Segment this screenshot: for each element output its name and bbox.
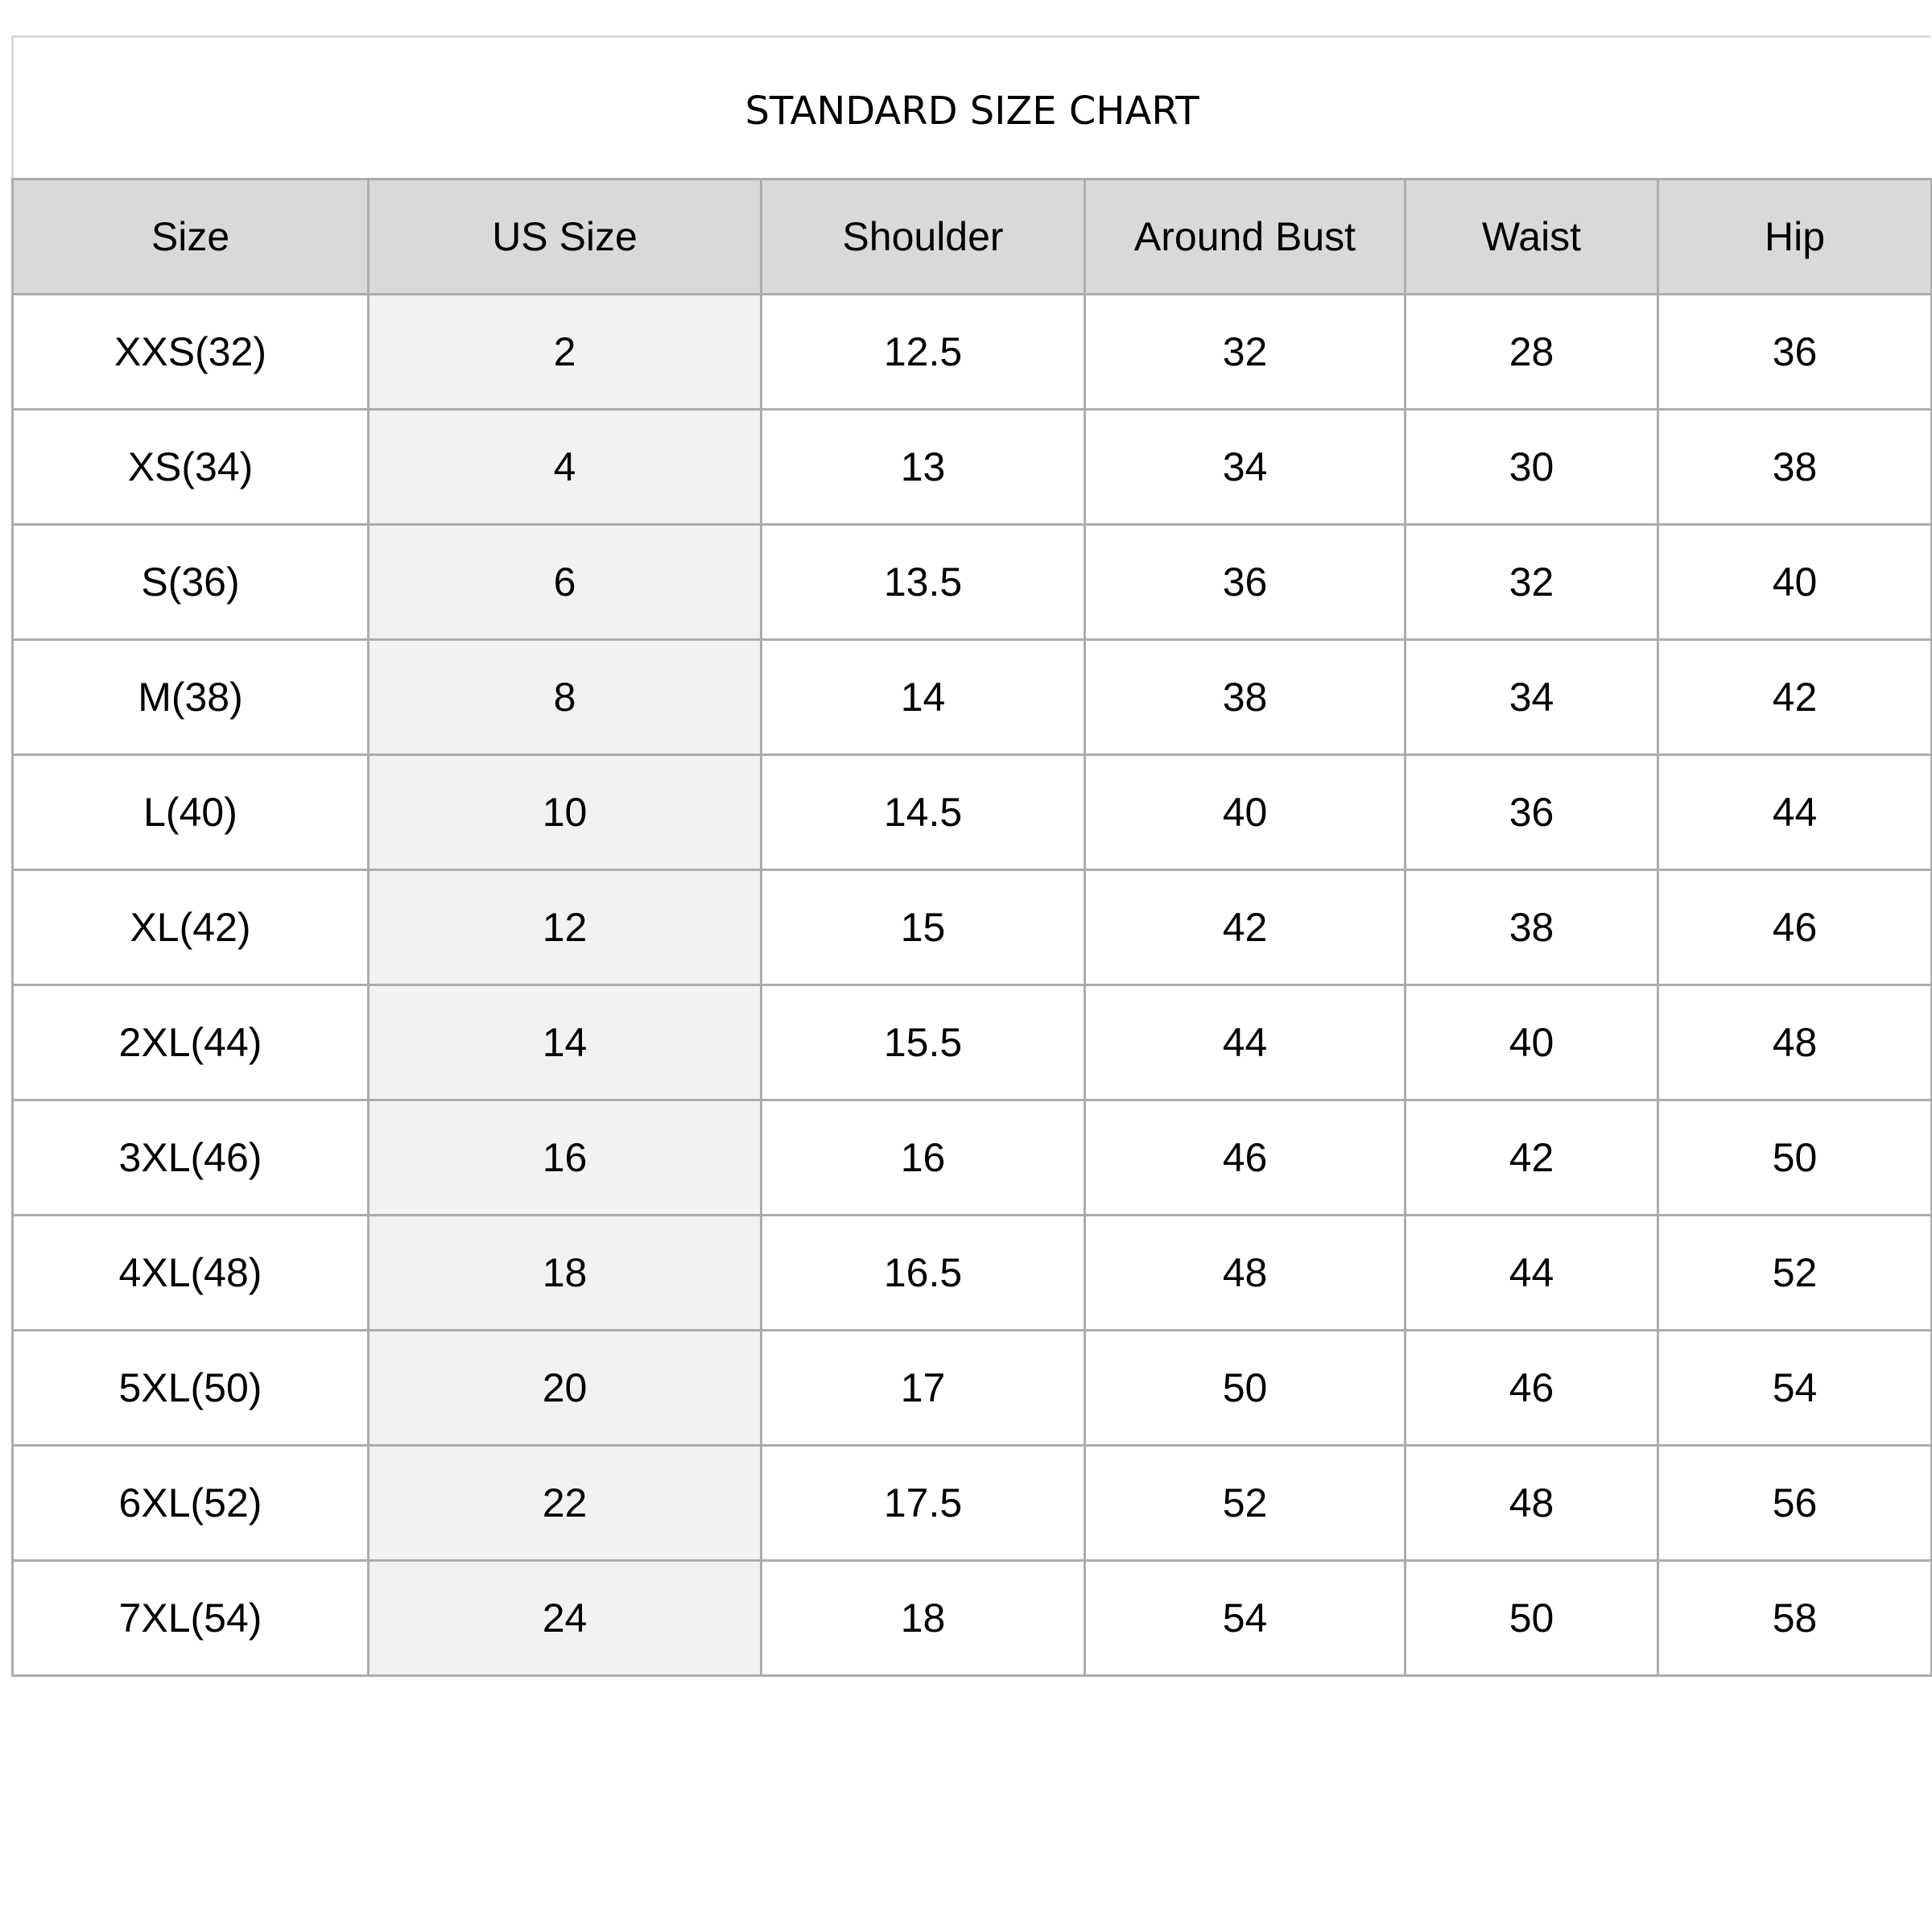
chart-title: STANDARD SIZE CHART [745,89,1199,134]
cell-waist: 46 [1406,1331,1658,1446]
table-row [13,870,1932,985]
cell-shoulder: 17 [762,1331,1085,1446]
cell-hip: 58 [1658,1561,1932,1676]
cell-around-bust: 48 [1085,1216,1406,1331]
cell-us-size: 8 [369,640,762,755]
header-hip: Hip [1658,180,1932,295]
cell-size: L(40) [13,755,369,870]
cell-shoulder: 18 [762,1561,1085,1676]
cell-shoulder: 15 [762,870,1085,985]
size-table [11,178,1932,1677]
cell-around-bust: 38 [1085,640,1406,755]
cell-hip: 38 [1658,410,1932,525]
cell-us-size: 20 [369,1331,762,1446]
cell-hip: 42 [1658,640,1932,755]
cell-size: 3XL(46) [13,1100,369,1216]
cell-waist: 40 [1406,985,1658,1100]
cell-us-size: 16 [369,1100,762,1216]
cell-us-size: 12 [369,870,762,985]
cell-size: XS(34) [13,410,369,525]
cell-around-bust: 42 [1085,870,1406,985]
cell-size: 7XL(54) [13,1561,369,1676]
cell-us-size: 2 [369,295,762,410]
cell-waist: 50 [1406,1561,1658,1676]
cell-size: 5XL(50) [13,1331,369,1446]
cell-hip: 54 [1658,1331,1932,1446]
header-around-bust: Around Bust [1085,180,1406,295]
size-chart [11,35,1930,1677]
cell-waist: 28 [1406,295,1658,410]
cell-hip: 46 [1658,870,1932,985]
cell-around-bust: 34 [1085,410,1406,525]
cell-around-bust: 36 [1085,525,1406,640]
table-row [13,1331,1932,1446]
header-row [13,180,1932,295]
table-row [13,525,1932,640]
cell-waist: 48 [1406,1446,1658,1561]
cell-us-size: 14 [369,985,762,1100]
cell-shoulder: 14 [762,640,1085,755]
cell-waist: 44 [1406,1216,1658,1331]
cell-size: XL(42) [13,870,369,985]
cell-shoulder: 14.5 [762,755,1085,870]
cell-shoulder: 16.5 [762,1216,1085,1331]
cell-hip: 50 [1658,1100,1932,1216]
table-row [13,1216,1932,1331]
header-us-size: US Size [369,180,762,295]
cell-around-bust: 46 [1085,1100,1406,1216]
table-row [13,410,1932,525]
cell-size: 6XL(52) [13,1446,369,1561]
table-row [13,985,1932,1100]
table-row [13,1446,1932,1561]
cell-waist: 36 [1406,755,1658,870]
cell-waist: 42 [1406,1100,1658,1216]
cell-hip: 36 [1658,295,1932,410]
cell-size: 2XL(44) [13,985,369,1100]
cell-us-size: 6 [369,525,762,640]
cell-shoulder: 13.5 [762,525,1085,640]
cell-waist: 38 [1406,870,1658,985]
cell-shoulder: 16 [762,1100,1085,1216]
cell-hip: 52 [1658,1216,1932,1331]
cell-us-size: 10 [369,755,762,870]
cell-hip: 56 [1658,1446,1932,1561]
cell-around-bust: 32 [1085,295,1406,410]
table-row [13,295,1932,410]
header-waist: Waist [1406,180,1658,295]
table-body [13,295,1932,1676]
header-shoulder: Shoulder [762,180,1085,295]
cell-waist: 32 [1406,525,1658,640]
cell-us-size: 18 [369,1216,762,1331]
cell-size: M(38) [13,640,369,755]
cell-around-bust: 40 [1085,755,1406,870]
cell-shoulder: 15.5 [762,985,1085,1100]
cell-size: S(36) [13,525,369,640]
cell-waist: 30 [1406,410,1658,525]
cell-around-bust: 54 [1085,1561,1406,1676]
cell-us-size: 24 [369,1561,762,1676]
cell-waist: 34 [1406,640,1658,755]
cell-hip: 40 [1658,525,1932,640]
cell-us-size: 4 [369,410,762,525]
cell-shoulder: 13 [762,410,1085,525]
table-row [13,1100,1932,1216]
cell-hip: 48 [1658,985,1932,1100]
cell-size: XXS(32) [13,295,369,410]
cell-around-bust: 50 [1085,1331,1406,1446]
header-size: Size [13,180,369,295]
cell-us-size: 22 [369,1446,762,1561]
table-row [13,755,1932,870]
cell-shoulder: 17.5 [762,1446,1085,1561]
cell-hip: 44 [1658,755,1932,870]
table-row [13,1561,1932,1676]
cell-around-bust: 52 [1085,1446,1406,1561]
cell-around-bust: 44 [1085,985,1406,1100]
cell-size: 4XL(48) [13,1216,369,1331]
table-row [13,640,1932,755]
cell-shoulder: 12.5 [762,295,1085,410]
